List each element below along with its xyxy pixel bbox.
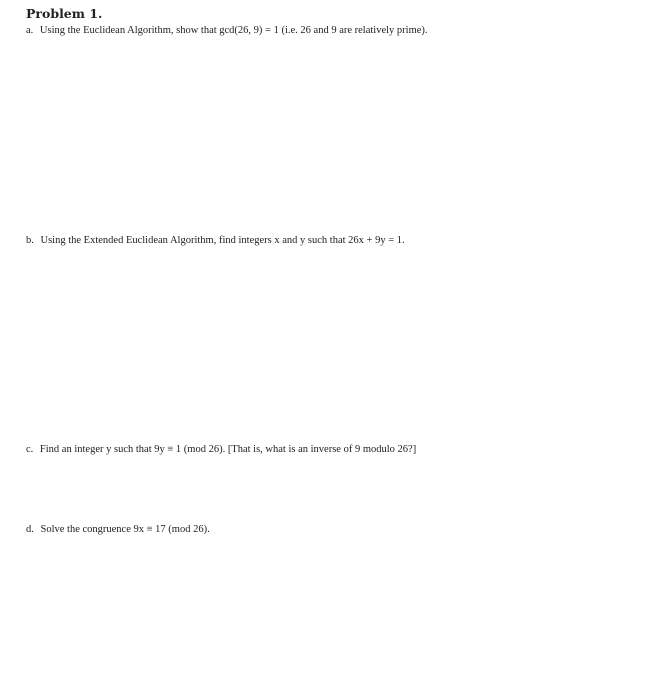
part-label: b. xyxy=(26,235,34,246)
part-label: c. xyxy=(26,444,34,455)
part-text: Using the Extended Euclidean Algorithm, find integers x and y such that 26x + 9y = 1. xyxy=(40,235,405,246)
problem-part-b xyxy=(26,234,405,248)
part-text: Solve the congruence 9x ≡ 17 (mod 26). xyxy=(40,524,210,535)
problem-part-c xyxy=(26,443,416,457)
problem-title: Problem 1. xyxy=(26,6,103,21)
part-text: Find an integer y such that 9y ≡ 1 (mod 26). [That is, what is an inverse of 9 modulo 26?] xyxy=(39,444,417,455)
part-label: d. xyxy=(26,524,34,535)
problem-part-d xyxy=(26,523,210,537)
problem-part-a xyxy=(26,24,428,38)
part-text: Using the Euclidean Algorithm, show that gcd(26, 9) = 1 (i.e. 26 and 9 are relatively prime). xyxy=(39,25,428,36)
part-label: a. xyxy=(26,25,34,36)
